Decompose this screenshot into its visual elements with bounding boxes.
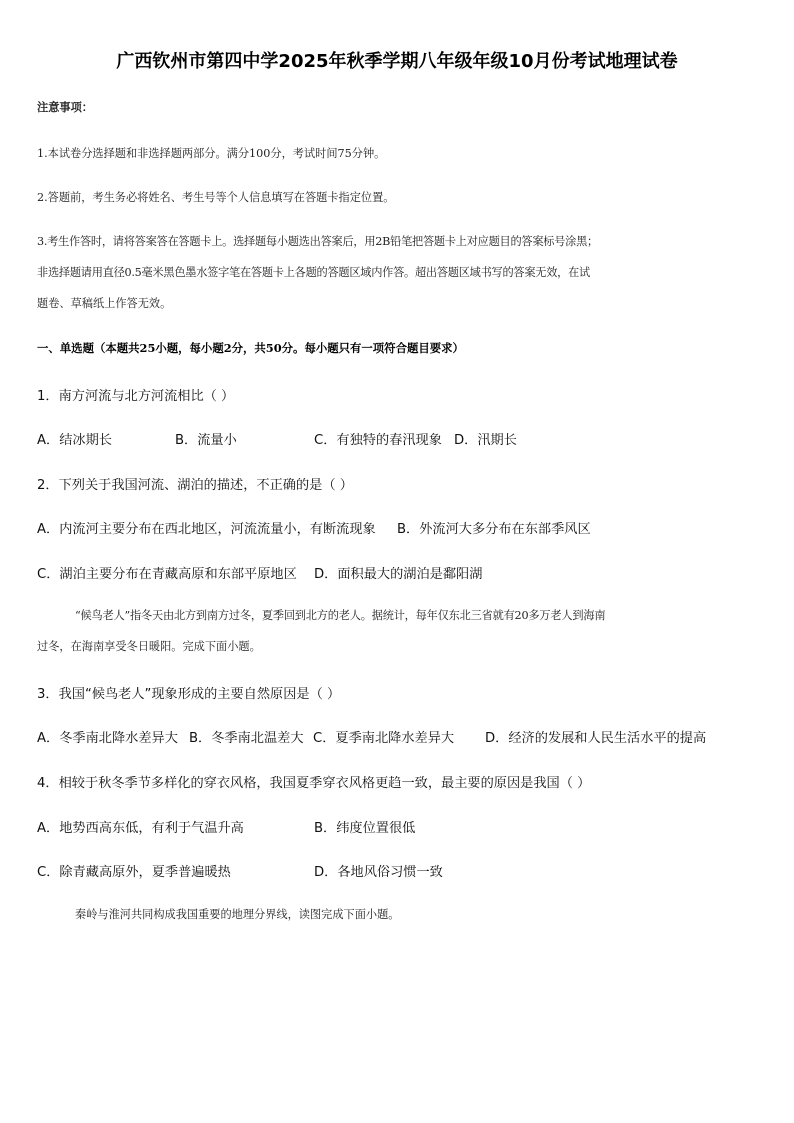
question-2-option-a[interactable]: A．内流河主要分布在西北地区，河流流量小，有断流现象: [37, 522, 376, 537]
question-4-option-a[interactable]: A．地势西高东低，有利于气温升高: [37, 821, 244, 836]
note-3-line3: 题卷、草稿纸上作答无效。: [37, 297, 172, 310]
question-2-option-c[interactable]: C．湖泊主要分布在青藏高原和东部平原地区: [37, 567, 297, 582]
question-3-option-c[interactable]: C．夏季南北降水差异大: [313, 731, 455, 746]
question-1-option-d[interactable]: D．汛期长: [454, 433, 517, 448]
question-4-option-b[interactable]: B．纬度位置很低: [314, 821, 416, 836]
question-2-option-b[interactable]: B．外流河大多分布在东部季风区: [397, 522, 591, 537]
question-3-stem: 3．我国“候鸟老人”现象形成的主要自然原因是（ ）: [37, 687, 341, 702]
note-2: 2.答题前，考生务必将姓名、考生号等个人信息填写在答题卡指定位置。: [37, 191, 395, 204]
question-1-stem: 1．南方河流与北方河流相比（ ）: [37, 389, 235, 404]
notes-heading: 注意事项：: [37, 100, 93, 114]
note-1: 1.本试卷分选择题和非选择题两部分。满分100分，考试时间75分钟。: [37, 147, 386, 160]
question-4-stem: 4．相较于秋冬季节多样化的穿衣风格，我国夏季穿衣风格更趋一致，最主要的原因是我国（ ）: [37, 776, 591, 791]
exam-title: 广西钦州市第四中学2025年秋季学期八年级年级10月份考试地理试卷: [116, 51, 678, 72]
question-1-option-c[interactable]: C．有独特的春汛现象: [314, 433, 442, 448]
question-3-option-d[interactable]: D．经济的发展和人民生活水平的提高: [485, 731, 707, 746]
note-3-line2: 非选择题请用直径0.5毫米黑色墨水签字笔在答题卡上各题的答题区域内作答。超出答题区域书写的答案无效，在试: [37, 266, 590, 279]
passage-migratory-elders-line2: 过冬，在海南享受冬日暖阳。完成下面小题。: [37, 640, 261, 653]
question-2-stem: 2．下列关于我国河流、湖泊的描述，不正确的是（ ）: [37, 478, 353, 493]
note-3-line1: 3.考生作答时，请将答案答在答题卡上。选择题每小题选出答案后，用2B铅笔把答题卡上对应题目的答案标号涂黑；: [37, 235, 598, 248]
section-heading-single-choice: 一、单选题（本题共25小题，每小题2分，共50分。每小题只有一项符合题目要求）: [37, 341, 464, 355]
question-3-option-b[interactable]: B．冬季南北温差大: [189, 731, 304, 746]
passage-migratory-elders-line1: “候鸟老人”指冬天由北方到南方过冬，夏季回到北方的老人。据统计，每年仅东北三省就有20多万老人到海南: [75, 609, 606, 622]
question-3-option-a[interactable]: A．冬季南北降水差异大: [37, 731, 178, 746]
question-1-option-a[interactable]: A．结冰期长: [37, 433, 112, 448]
question-4-option-d[interactable]: D．各地风俗习惯一致: [314, 865, 443, 880]
question-1-option-b[interactable]: B．流量小: [175, 433, 237, 448]
question-4-option-c[interactable]: C．除青藏高原外，夏季普遍暖热: [37, 865, 231, 880]
question-2-option-d[interactable]: D．面积最大的湖泊是鄱阳湖: [314, 567, 483, 582]
passage-qinling-huaihe: 秦岭与淮河共同构成我国重要的地理分界线，读图完成下面小题。: [75, 908, 400, 921]
